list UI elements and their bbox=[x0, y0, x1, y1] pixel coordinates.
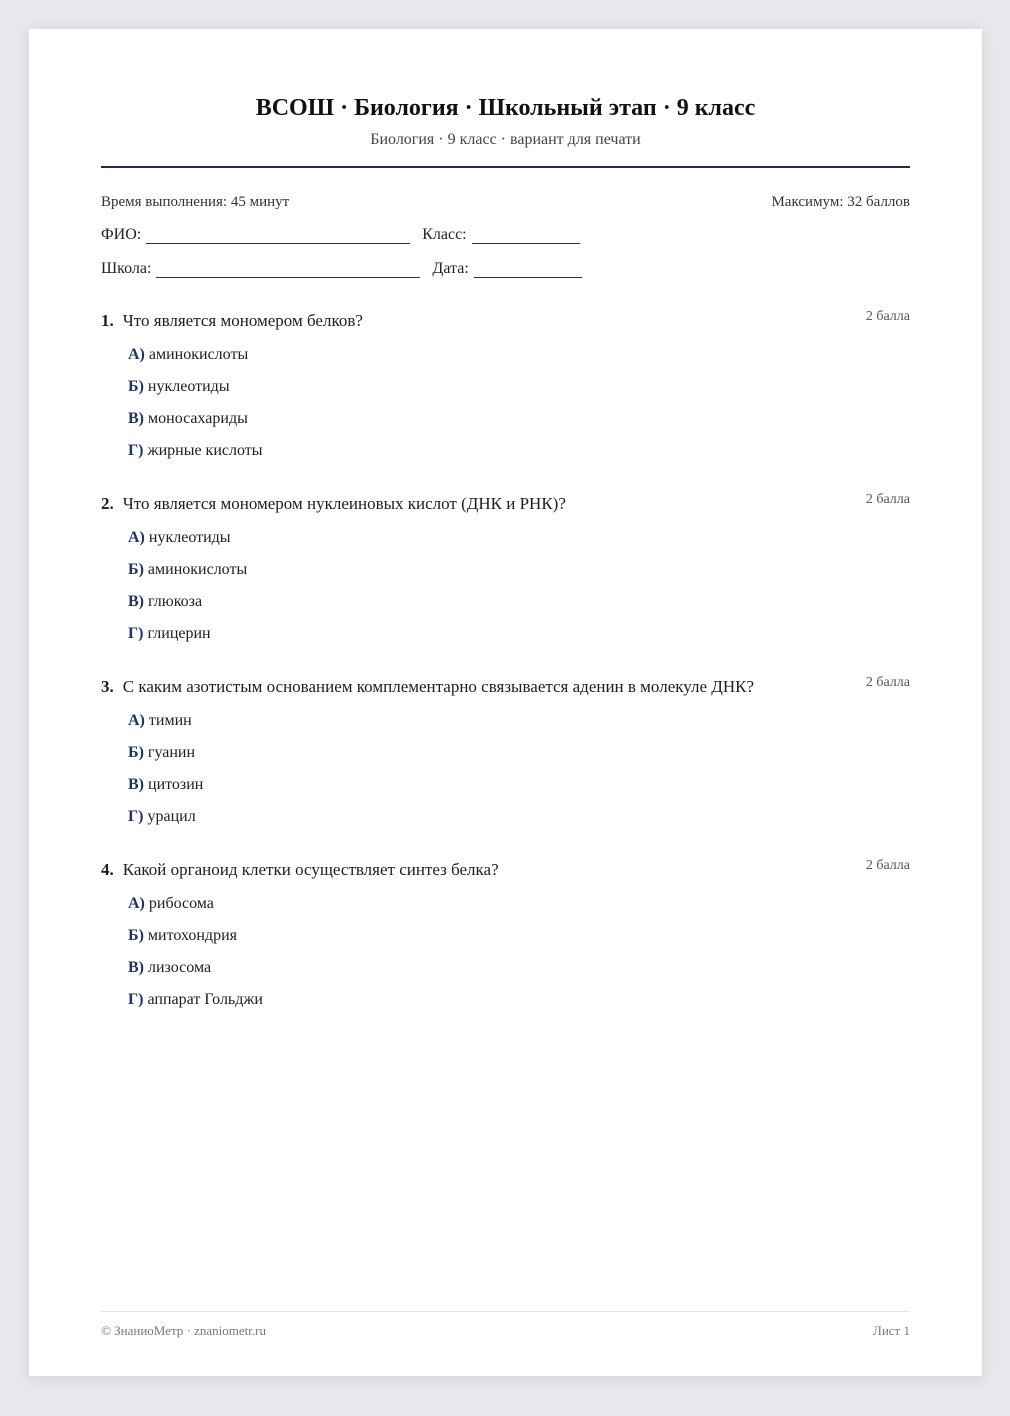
question-points: 2 балла bbox=[865, 492, 910, 507]
date-line[interactable] bbox=[474, 263, 582, 278]
time-limit: Время выполнения: 45 минут bbox=[101, 194, 290, 210]
answer-option bbox=[128, 926, 910, 958]
student-fields-row-2 bbox=[101, 260, 910, 278]
option-text: тимин bbox=[148, 712, 192, 729]
question-prompt: Что является мономером белков? bbox=[122, 311, 363, 330]
option-text: моносахариды bbox=[148, 410, 248, 427]
option-letter: Б) bbox=[128, 378, 144, 395]
question-text bbox=[101, 311, 363, 331]
question-header bbox=[101, 860, 910, 880]
question-2 bbox=[101, 494, 910, 656]
option-text: митохондрия bbox=[147, 927, 237, 944]
question-number: 2. bbox=[101, 494, 114, 513]
answer-options bbox=[101, 528, 910, 656]
fio-label: ФИО: bbox=[101, 226, 142, 243]
answer-option bbox=[128, 560, 910, 592]
question-text bbox=[101, 494, 566, 514]
answer-options bbox=[101, 711, 910, 839]
option-text: нуклеотиды bbox=[148, 529, 231, 546]
option-letter: А) bbox=[128, 895, 145, 912]
answer-option bbox=[128, 775, 910, 807]
answer-option bbox=[128, 894, 910, 926]
question-prompt: С каким азотистым основанием комплементарно связывается аденин в молекуле ДНК? bbox=[122, 677, 755, 696]
answer-option bbox=[128, 345, 910, 377]
question-prompt: Какой органоид клетки осуществляет синтез белка? bbox=[122, 860, 499, 879]
page-subtitle: Биология · 9 класс · вариант для печати bbox=[370, 131, 641, 148]
header-divider bbox=[101, 166, 910, 168]
option-text: нуклеотиды bbox=[147, 378, 230, 395]
max-score: Максимум: 32 баллов bbox=[771, 194, 910, 210]
option-letter: Г) bbox=[128, 991, 144, 1008]
student-fields-row-1 bbox=[101, 226, 910, 244]
answer-options bbox=[101, 345, 910, 473]
option-text: жирные кислоты bbox=[147, 442, 263, 459]
question-3 bbox=[101, 677, 910, 839]
option-letter: Г) bbox=[128, 808, 144, 825]
option-text: глицерин bbox=[147, 625, 211, 642]
page-footer bbox=[101, 1323, 910, 1339]
question-4 bbox=[101, 860, 910, 1022]
exam-meta bbox=[101, 194, 910, 211]
option-letter: Б) bbox=[128, 561, 144, 578]
option-text: аминокислоты bbox=[147, 561, 248, 578]
question-1 bbox=[101, 311, 910, 473]
answer-options bbox=[101, 894, 910, 1022]
option-letter: В) bbox=[128, 593, 144, 610]
date-label: Дата: bbox=[432, 260, 469, 277]
option-letter: В) bbox=[128, 410, 144, 427]
answer-option bbox=[128, 441, 910, 473]
option-text: урацил bbox=[147, 808, 196, 825]
school-line[interactable] bbox=[156, 263, 420, 278]
class-line[interactable] bbox=[472, 229, 580, 244]
answer-option bbox=[128, 377, 910, 409]
question-header bbox=[101, 494, 910, 514]
question-points: 2 балла bbox=[865, 309, 910, 324]
question-text bbox=[101, 677, 754, 697]
fio-line[interactable] bbox=[146, 229, 410, 244]
option-text: лизосома bbox=[148, 959, 212, 976]
option-letter: Б) bbox=[128, 927, 144, 944]
option-text: рибосома bbox=[148, 895, 214, 912]
sheet-content bbox=[101, 29, 910, 1376]
option-letter: Г) bbox=[128, 625, 144, 642]
question-prompt: Что является мономером нуклеиновых кислот (ДНК и РНК)? bbox=[122, 494, 566, 513]
option-letter: Б) bbox=[128, 744, 144, 761]
option-text: аппарат Гольджи bbox=[147, 991, 263, 1008]
question-text bbox=[101, 860, 499, 880]
question-number: 4. bbox=[101, 860, 114, 879]
copyright-text: © ЗнаниоМетр · znaniometr.ru bbox=[101, 1323, 266, 1338]
answer-option bbox=[128, 958, 910, 990]
answer-option bbox=[128, 711, 910, 743]
question-points: 2 балла bbox=[865, 675, 910, 690]
option-letter: А) bbox=[128, 712, 145, 729]
question-number: 3. bbox=[101, 677, 114, 696]
question-number: 1. bbox=[101, 311, 114, 330]
school-label: Школа: bbox=[101, 260, 152, 277]
option-text: цитозин bbox=[148, 776, 204, 793]
page-title: ВСОШ · Биология · Школьный этап · 9 класс bbox=[255, 95, 756, 121]
answer-option bbox=[128, 990, 910, 1022]
answer-option bbox=[128, 807, 910, 839]
question-header bbox=[101, 311, 910, 331]
option-text: глюкоза bbox=[148, 593, 203, 610]
option-letter: В) bbox=[128, 776, 144, 793]
option-letter: А) bbox=[128, 529, 145, 546]
option-letter: В) bbox=[128, 959, 144, 976]
answer-option bbox=[128, 743, 910, 775]
answer-option bbox=[128, 409, 910, 441]
answer-option bbox=[128, 624, 910, 656]
question-points: 2 балла bbox=[865, 858, 910, 873]
class-label: Класс: bbox=[422, 226, 467, 243]
answer-option bbox=[128, 528, 910, 560]
footer-divider bbox=[101, 1311, 910, 1312]
page-number: Лист 1 bbox=[873, 1323, 910, 1338]
option-text: аминокислоты bbox=[148, 346, 249, 363]
option-text: гуанин bbox=[147, 744, 196, 761]
option-letter: А) bbox=[128, 346, 145, 363]
option-letter: Г) bbox=[128, 442, 144, 459]
question-header bbox=[101, 677, 910, 697]
paper-sheet bbox=[29, 29, 982, 1376]
answer-option bbox=[128, 592, 910, 624]
